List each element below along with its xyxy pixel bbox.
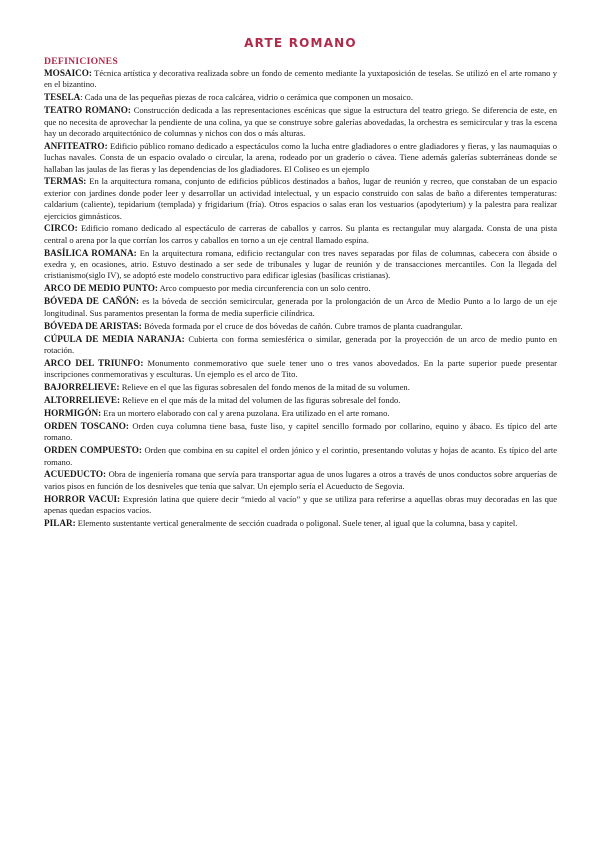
definition-text: En la arquitectura romana, conjunto de edificios públicos destinados a baños, lugar de reunión y recreo, que constaban de un espacio exterior con jardines donde poder leer y desarrollar un actividad intelectual, y un espacio construido con salas de baño a diferentes temperaturas: caldarium (caliente), tepidarium (templada) y frigidarium (fría). Otros espacios o salas eran los vestuarios (apodyterium) y la palestra para realizar ejercicios gimnásticos. — [44, 176, 557, 221]
definition-term: BÓVEDA DE ARISTAS: — [44, 320, 142, 331]
definition-entry — [44, 92, 557, 103]
definition-entry — [44, 248, 557, 282]
definition-term: TESELA — [44, 92, 81, 103]
definition-term: ALTORRELIEVE: — [44, 395, 121, 405]
definition-entry — [44, 421, 557, 444]
definition-entry — [44, 105, 557, 139]
definition-term: ANFITEATRO: — [44, 140, 108, 151]
definition-entry — [44, 518, 557, 529]
definition-term: BÓVEDA DE CAÑÓN: — [44, 296, 140, 307]
definition-term: ARCO DE MEDIO PUNTO: — [44, 283, 158, 294]
definition-entry — [44, 395, 557, 406]
definition-text: Era un mortero elaborado con cal y arena puzolana. Era utilizado en el arte romano. — [101, 407, 390, 418]
definition-entry — [44, 494, 557, 517]
definition-entry — [44, 408, 557, 419]
definition-text: Orden cuya columna tiene basa, fuste liso, y capitel sencillo formado por collarino, equino y ábaco. Es típico del arte romano. — [44, 420, 558, 443]
definition-entry — [44, 141, 557, 175]
definition-text: Edificio público romano dedicado a espectáculos como la lucha entre gladiadores o entre gladiadores y fieras, y las naumaquias o luchas navales. Consta de un espacio ovalado o circular, la arena, rodeado por un graderío o cávea. Tiene además galerías subterráneas donde se hallaban las jaulas de las fieras y las dependencias de los gladiadores. El Coliseo es un ejemplo — [44, 140, 557, 174]
definition-text: Obra de ingeniería romana que servía para transportar agua de unos lugares a otros a través de unos conductos sobre arquerías de varios pisos en función de los desniveles que tenía que salvar. Un ejemplo sería el Acueducto de Segovia. — [44, 469, 557, 491]
definition-term: ORDEN TOSCANO: — [44, 420, 129, 431]
definition-entry — [44, 296, 557, 319]
definition-term: PILAR: — [44, 518, 76, 528]
definition-term: ORDEN COMPUESTO: — [44, 445, 142, 456]
definition-term: MOSAICO: — [44, 68, 92, 78]
definition-text: Monumento conmemorativo que suele tener uno o tres vanos abovedados. En la parte superior puede presentar inscripciones conmemorativas y esculturas. Un ejemplo es el arco de Tito. — [44, 357, 557, 380]
definition-term: ACUEDUCTO: — [44, 469, 107, 480]
definition-text: Construcción dedicada a las representaciones escénicas que sigue la estructura del teatro griego. Se diferencia de este, en que no necesita de aprovechar la pendiente de una colina, ya que se construye sobre galerías abovedadas, la orchestra es semicircular y tras la escena hay un decorado arquitectónico de columnas y nichos con dos o más alturas. — [44, 105, 558, 138]
definition-term: TEATRO ROMANO: — [44, 105, 131, 116]
definition-term: ARCO DEL TRIUNFO: — [44, 357, 144, 368]
definition-entry — [44, 68, 557, 91]
definition-term: CÚPULA DE MEDIA NARANJA: — [44, 333, 185, 344]
section-heading: DEFINICIONES — [44, 56, 118, 67]
definition-term: HORMIGÓN: — [44, 407, 102, 418]
page-title: ARTE ROMANO — [244, 36, 357, 50]
definition-text: Expresión latina que quiere decir “miedo al vacío” y que se utiliza para referirse a aquellas obras muy decoradas en las que apenas quedan espacios vacíos. — [44, 493, 558, 516]
definition-text: Técnica artística y decorativa realizada sobre un fondo de cemento mediante la yuxtaposición de teselas. Se utilizó en el arte romano y en el bizantino. — [44, 68, 557, 90]
definition-entry — [44, 321, 557, 332]
definition-term: HORROR VACUI: — [44, 493, 121, 504]
definition-text: Relieve en el que más de la mitad del volumen de las figuras sobresale del fondo. — [120, 395, 401, 405]
definition-text: Arco compuesto por media circunferencia con un solo centro. — [157, 283, 371, 294]
definition-text: es la bóveda de sección semicircular, generada por la prolongación de un Arco de Medio Punto a lo largo de un eje longitudinal. Sus paramentos presentan la forma de media superficie cilíndrica. — [44, 296, 557, 318]
definition-text: Cubierta con forma semiesférica o similar, generada por la proyección de un arco de medio punto en rotación. — [44, 333, 557, 355]
definition-text: : Cada una de las pequeñas piezas de roca calcárea, vidrio o cerámica que componen un mosaico. — [80, 92, 413, 103]
definitions-list — [44, 68, 557, 529]
definition-text: Orden que combina en su capitel el orden jónico y el corintio, presentando volutas y hojas de acanto. Es típico del arte romano. — [44, 445, 557, 467]
definition-entry — [44, 176, 557, 221]
definition-term: CIRCO: — [44, 223, 78, 234]
definition-text: Elemento sustentante vertical generalmente de sección cuadrada o poligonal. Suele tener, al igual que la columna, basa y capitel. — [75, 518, 518, 528]
definition-term: BASÍLICA ROMANA: — [44, 247, 137, 258]
definition-entry — [44, 445, 557, 468]
definition-entry — [44, 223, 557, 246]
definition-text: En la arquitectura romana, edificio rectangular con tres naves separadas por filas de columnas, cabecera con ábside o exedra y, en ocasiones, atrio. Estuvo destinado a ser sede de tribunales y lugar de reunión y de transacciones mercantiles. Con la llegada del cristianismo(siglo IV), se adoptó este modelo constructivo para edificar iglesias (basílicas cristianas). — [44, 247, 557, 281]
definition-entry — [44, 469, 557, 492]
definition-text: Edificio romano dedicado al espectáculo de carreras de caballos y carros. Su planta es rectangular muy alargada. Consta de una pista central o arena por la que corrían los carros y caballos en torno a un eje central llamado espina. — [44, 223, 557, 245]
definition-entry — [44, 358, 557, 381]
definition-term: TERMAS: — [44, 176, 87, 187]
definition-term: BAJORRELIEVE: — [44, 382, 120, 393]
definition-text: Bóveda formada por el cruce de dos bóvedas de cañón. Cubre tramos de planta cuadrangular. — [141, 320, 463, 331]
definition-text: Relieve en el que las figuras sobresalen del fondo menos de la mitad de su volumen. — [119, 382, 410, 393]
definition-entry — [44, 382, 557, 393]
definition-entry — [44, 334, 557, 357]
definition-entry — [44, 283, 557, 294]
